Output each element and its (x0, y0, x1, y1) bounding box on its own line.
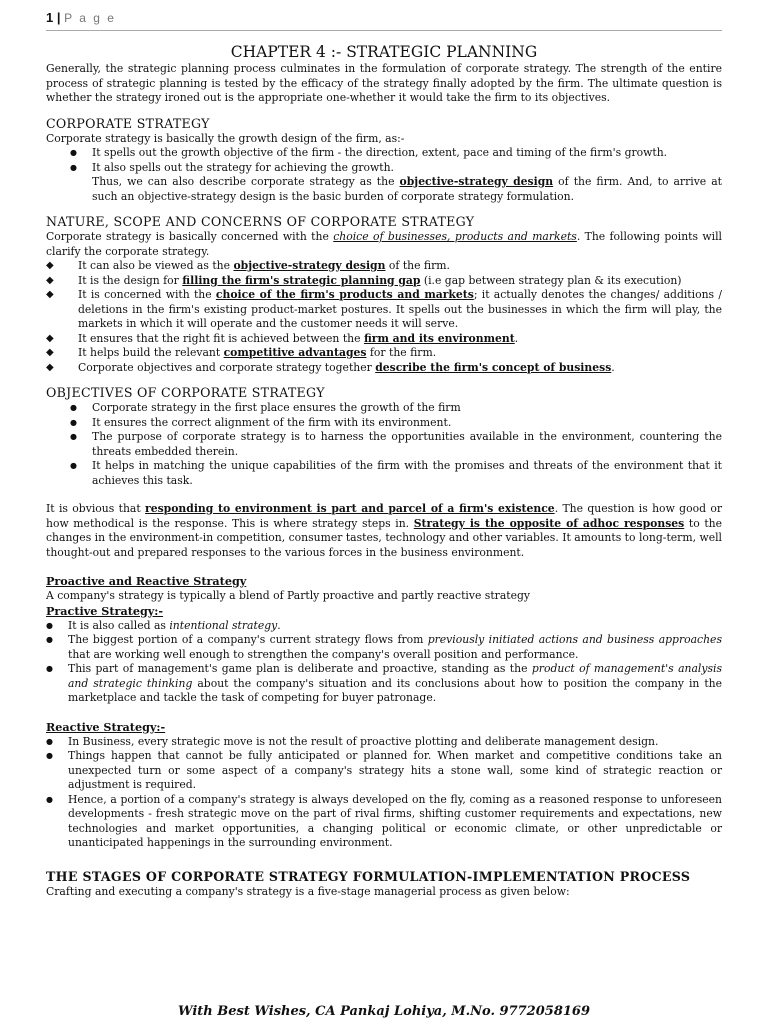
list-item: ◆ Corporate objectives and corporate strategy together describe the firm's concept of business. (46, 361, 722, 376)
list-item: ● Hence, a portion of a company's strategy is always developed on the fly, coming as a reasoned response to unforeseen developments - fresh strategic move on the part of rival firms, shifting customer requirements and expectations, new technologies and market opportunities, a changing political or economic climate, or other unpredictable or unanticipated happenings in the surrounding environment. (46, 793, 722, 851)
list-item: ◆ It can also be viewed as the objective-strategy design of the firm. (46, 259, 722, 274)
objectives-bullets (46, 401, 722, 488)
emphasis-objective-strategy: objective-strategy design (399, 175, 554, 188)
list-item: ● It also spells out the strategy for achieving the growth. (46, 161, 722, 176)
list-item: ● Things happen that cannot be fully anticipated or planned for. When market and competitive conditions take an unexpected turn or some aspect of a company's strategy hits a stone wall, some kind of strategic reaction or adjustment is required. (46, 749, 722, 793)
emphasis-choice-of-businesses: choice of businesses, products and markets (333, 230, 577, 243)
heading-reactive-strategy: Reactive Strategy:- (46, 719, 166, 734)
list-item: ● Corporate strategy in the first place ensures the growth of the firm (46, 401, 722, 416)
page-footer: With Best Wishes, CA Pankaj Lohiya, M.No. 9772058169 (177, 1004, 591, 1019)
list-item: ● This part of management's game plan is deliberate and proactive, standing as the product of management's analysis and strategic thinking about the company's situation and its conclusions about how to position the company in the marketplace and tackle the task of competing for buyer patronage. (46, 662, 722, 706)
list-item: ◆ It is concerned with the choice of the firm's products and markets; it actually denotes the changes/ additions / deletions in the firm's existing product-market postures. It spells out the businesses in which the firm will play, the markets in which it will operate and the customer needs it will serve. (46, 288, 722, 332)
document-body (46, 43, 722, 899)
obvious-paragraph: It is obvious that responding to environment is part and parcel of a firm's existence. The question is how good or how methodical is the response. This is where strategy steps in. Strategy is the opposite of adhoc responses to the changes in the environment-in competition, consumer tastes, technology and other variables. It amounts to long-term, well thought-out and prepared responses to the various forces in the business environment. (46, 502, 723, 559)
chapter-title: CHAPTER 4 :- STRATEGIC PLANNING (230, 43, 538, 61)
corporate-lead: Corporate strategy is basically the growth design of the firm, as:- (46, 131, 405, 145)
list-item: ● The biggest portion of a company's current strategy flows from previously initiated actions and business approaches that are working well enough to strengthen the company's overall position and performance. (46, 633, 722, 662)
heading-stages: THE STAGES OF CORPORATE STRATEGY FORMULATION-IMPLEMENTATION PROCESS (46, 868, 691, 884)
nature-lead: Corporate strategy is basically concerned with the choice of businesses, products and markets. The following points will clarify the corporate strategy. (46, 230, 722, 258)
page-header (46, 11, 116, 26)
intro-paragraph: Generally, the strategic planning process culminates in the formulation of corporate strategy. The strength of the entire process of strategic planning is tested by the efficacy of the strategy finally adopted by the firm. The ultimate question is whether the strategy ironed out is the appropriate one-whether it would take the firm to its objectives. (46, 62, 722, 104)
stages-lead: Crafting and executing a company's strategy is a five-stage managerial process as given below: (46, 884, 570, 898)
page-number: 1 | (46, 10, 61, 25)
list-item: ● It spells out the growth objective of the firm - the direction, extent, pace and timing of the firm's growth. (46, 146, 722, 161)
heading-corporate-strategy: CORPORATE STRATEGY (46, 115, 210, 131)
list-item: ● It is also called as intentional strategy. (46, 619, 722, 634)
reactive-bullets (46, 735, 722, 851)
list-item: ● In Business, every strategic move is not the result of proactive plotting and deliberate management design. (46, 735, 722, 750)
heading-nature-scope: NATURE, SCOPE AND CONCERNS OF CORPORATE STRATEGY (46, 214, 475, 229)
list-item: ● It ensures the correct alignment of the firm with its environment. (46, 416, 722, 431)
corporate-thus-paragraph: Thus, we can also describe corporate strategy as the objective-strategy design of the firm. And, to arrive at such an objective-strategy design is the basic burden of corporate strategy formulation. (92, 175, 723, 203)
proactive-bullets (46, 619, 722, 706)
heading-practive-strategy: Practive Strategy:- (46, 603, 164, 618)
list-item: ◆ It is the design for filling the firm's strategic planning gap (i.e gap between strategy plan & its execution) (46, 274, 722, 289)
list-item: ● It helps in matching the unique capabilities of the firm with the promises and threats of the environment that it achieves this task. (46, 459, 722, 488)
corporate-bullets (46, 146, 722, 175)
list-item: ◆ It helps build the relevant competitive advantages for the firm. (46, 346, 722, 361)
nature-bullets (46, 259, 722, 375)
heading-proactive-reactive: Proactive and Reactive Strategy (46, 574, 247, 588)
page-label: P a g e (64, 11, 116, 25)
header-divider (46, 30, 722, 31)
heading-objectives: OBJECTIVES OF CORPORATE STRATEGY (46, 385, 325, 400)
list-item: ◆ It ensures that the right fit is achieved between the firm and its environment. (46, 332, 722, 347)
proactive-lead: A company's strategy is typically a blend of Partly proactive and partly reactive strategy (46, 589, 531, 602)
list-item: ● The purpose of corporate strategy is to harness the opportunities available in the environment, countering the threats embedded therein. (46, 430, 722, 459)
